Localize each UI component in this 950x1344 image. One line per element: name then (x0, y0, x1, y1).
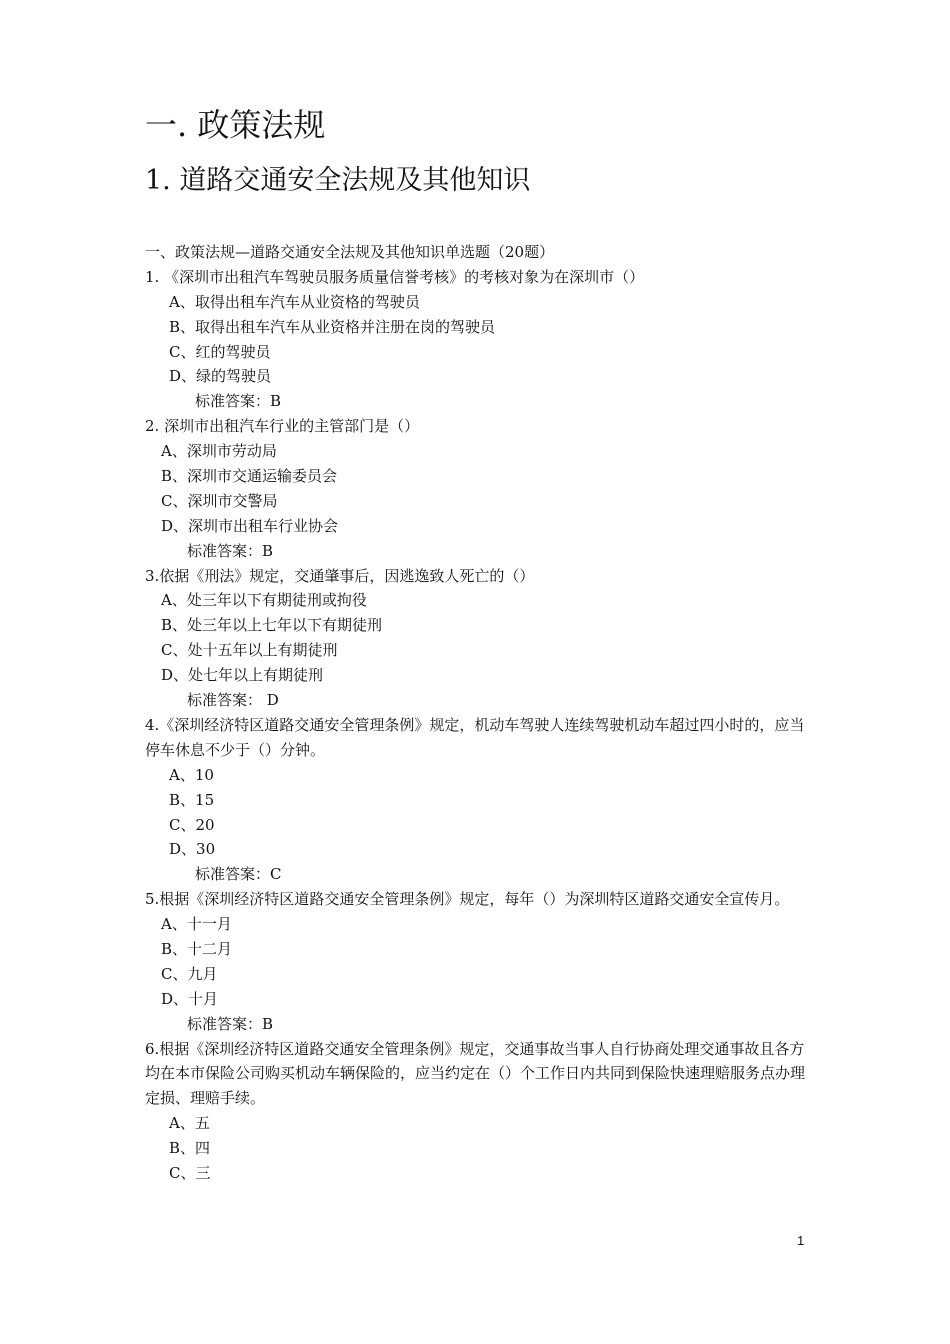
option-d: D、绿的驾驶员 (169, 367, 272, 386)
question-stem: 4.《深圳经济特区道路交通安全管理条例》规定，机动车驾驶人连续驾驶机动车超过四小时的，应当停车休息不少于（）分钟。 (145, 715, 805, 759)
option-c: C、九月 (161, 964, 218, 983)
option-a: A、十一月 (161, 915, 232, 934)
option-c: C、红的驾驶员 (169, 342, 271, 361)
standard-answer: 标准答案：B (187, 541, 274, 560)
option-a: A、五 (169, 1114, 210, 1133)
option-b: B、取得出租车汽车从业资格并注册在岗的驾驶员 (169, 317, 496, 336)
question-stem: 1. 《深圳市出租汽车驾驶员服务质量信誉考核》的考核对象为在深圳市（） (145, 267, 645, 286)
question-list (145, 240, 810, 1186)
option-c: C、深圳市交警局 (161, 491, 278, 510)
chapter-heading: 一. 政策法规 (145, 106, 326, 144)
standard-answer: 标准答案： D (187, 691, 279, 710)
option-c: C、处十五年以上有期徒刑 (161, 641, 338, 660)
option-b: B、四 (169, 1139, 211, 1158)
option-a: A、深圳市劳动局 (161, 442, 277, 461)
standard-answer: 标准答案：C (195, 865, 282, 884)
section-heading: 1. 道路交通安全法规及其他知识 (145, 165, 531, 196)
option-c: C、20 (169, 815, 215, 834)
option-a: A、10 (169, 765, 214, 784)
standard-answer: 标准答案：B (195, 392, 282, 411)
option-a: A、取得出租车汽车从业资格的驾驶员 (169, 292, 420, 311)
option-b: B、十二月 (161, 939, 233, 958)
question-stem: 6.根据《深圳经济特区道路交通安全管理条例》规定，交通事故当事人自行协商处理交通事故且各方均在本市保险公司购买机动车辆保险的，应当约定在（）个工作日内共同到保险快速理赔服务点办理定损、理赔手续。 (145, 1039, 806, 1108)
option-b: B、处三年以上七年以下有期徒刑 (161, 616, 383, 635)
standard-answer: 标准答案：B (187, 1014, 274, 1033)
option-d: D、深圳市出租车行业协会 (161, 516, 339, 535)
page-number: 1 (797, 1233, 805, 1248)
option-b: B、深圳市交通运输委员会 (161, 467, 338, 486)
option-d: D、十月 (161, 989, 219, 1008)
option-a: A、处三年以下有期徒刑或拘役 (161, 591, 367, 610)
option-d: D、处七年以上有期徒刑 (161, 666, 324, 685)
question-stem: 3.依据《刑法》规定，交通肇事后，因逃逸致人死亡的（） (145, 566, 535, 585)
option-b: B、15 (169, 790, 215, 809)
section-intro: 一、政策法规—道路交通安全法规及其他知识单选题（20题） (145, 243, 555, 261)
option-d: D、30 (169, 840, 216, 859)
option-c: C、三 (169, 1164, 211, 1183)
question-stem: 2. 深圳市出租汽车行业的主管部门是（） (145, 417, 420, 436)
question-stem: 5.根据《深圳经济特区道路交通安全管理条例》规定，每年（）为深圳特区道路交通安全宣传月。 (145, 890, 790, 909)
